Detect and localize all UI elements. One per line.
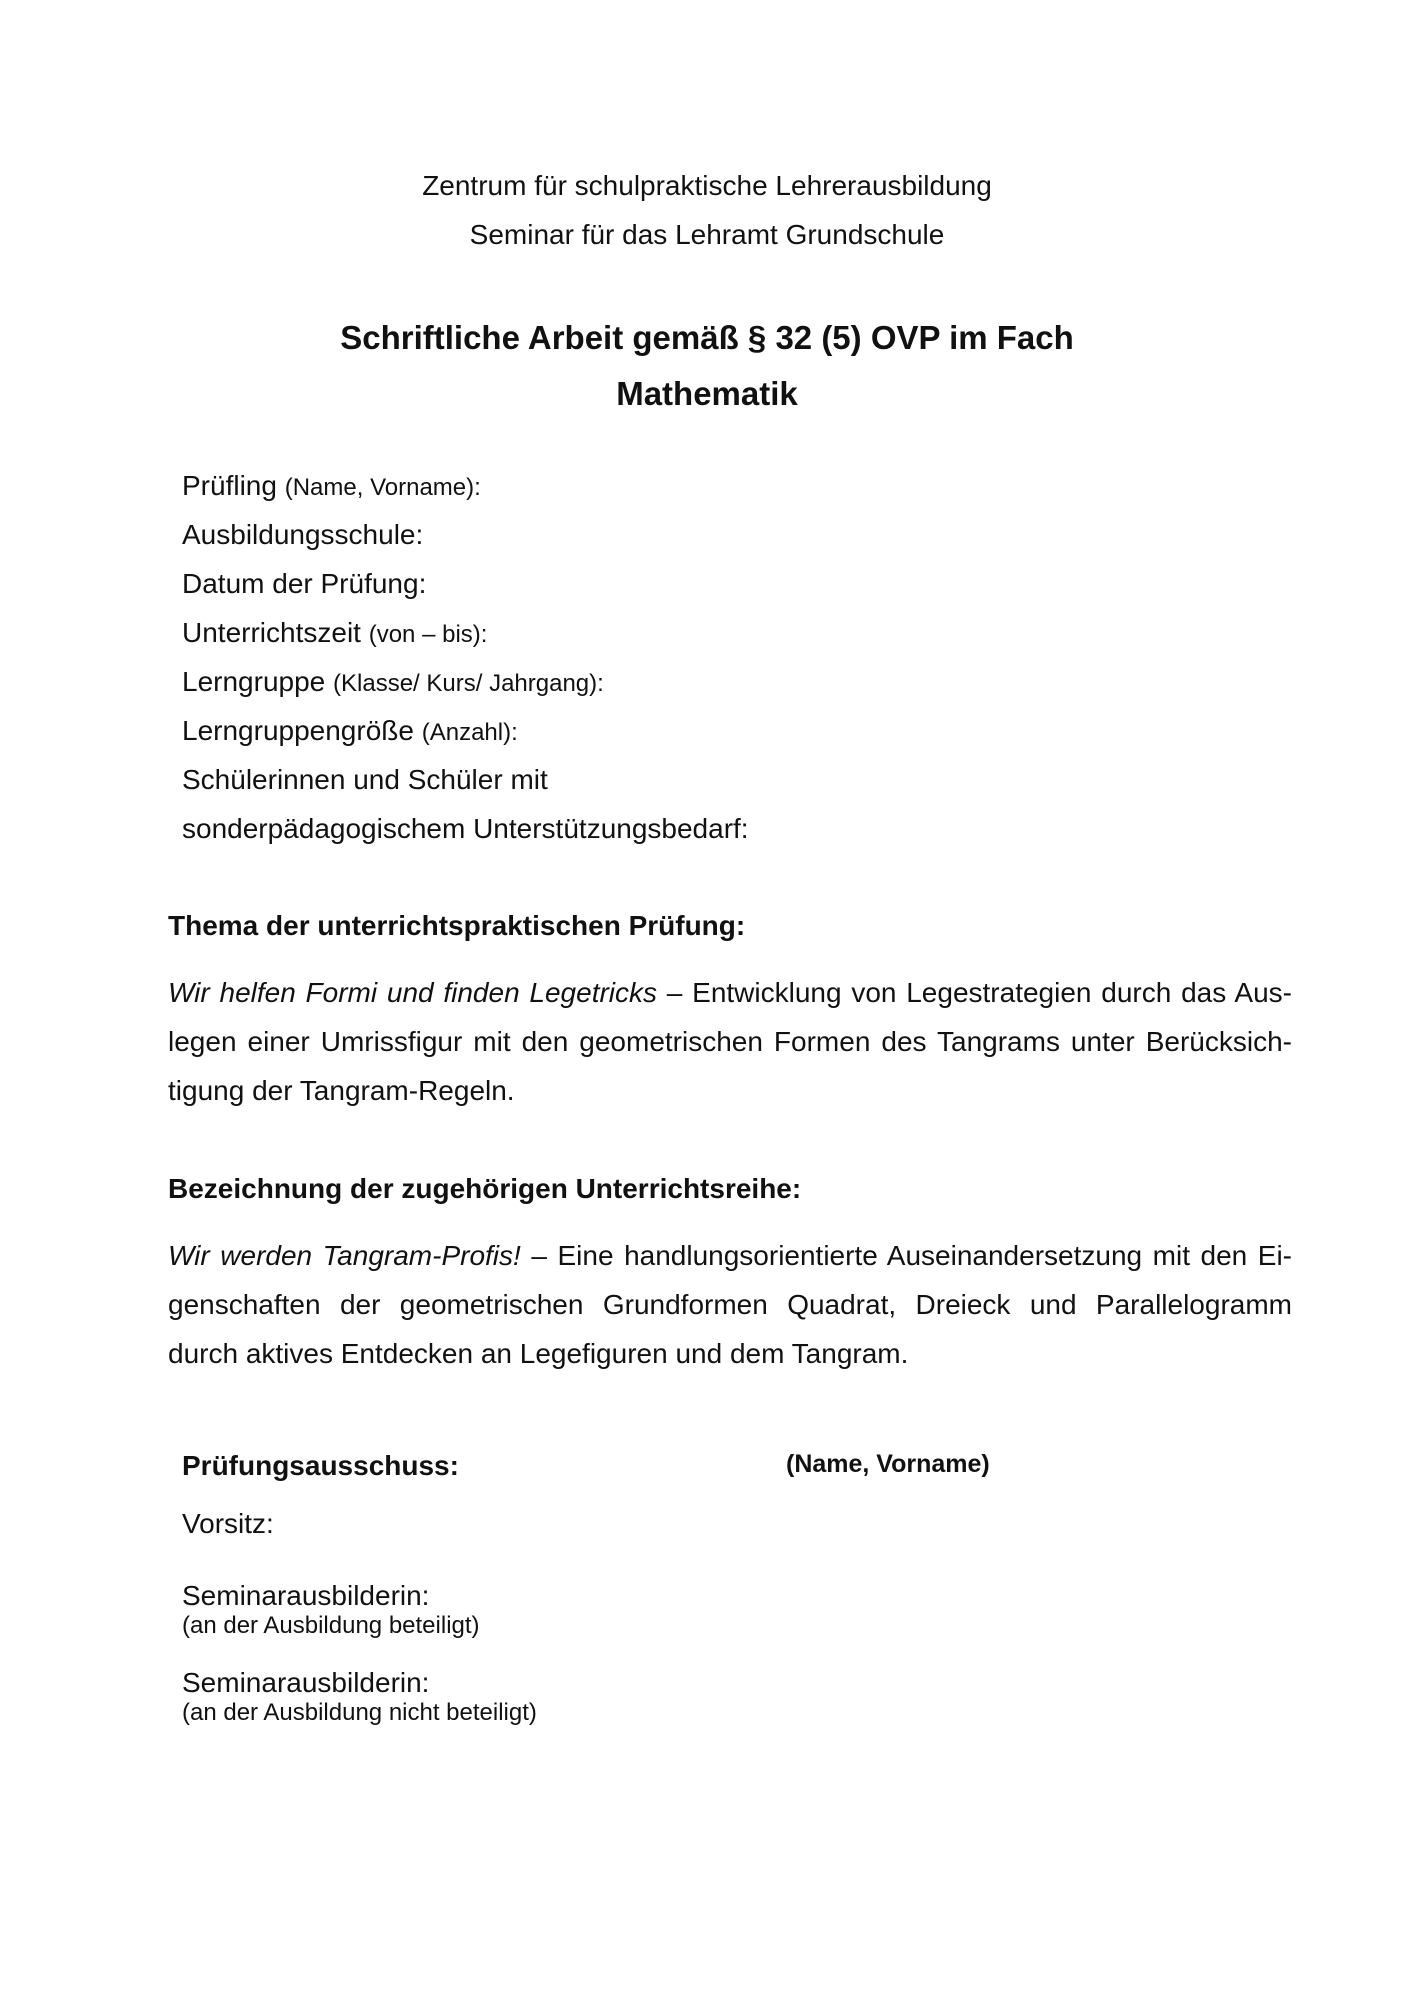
topic-text: – Entwicklung von Legestrategien durch das Aus-	[657, 977, 1293, 1008]
field-pruefling	[182, 470, 481, 502]
field-lerngruppe	[182, 666, 604, 698]
member-seminarausbilderin-2: Seminarausbilderin:	[182, 1667, 430, 1698]
title-line-1: Schriftliche Arbeit gemäß § 32 (5) OVP im Fach	[340, 319, 1074, 356]
field-hint: (von – bis):	[368, 621, 488, 648]
series-line-3	[168, 1329, 1292, 1378]
topic-line-2	[168, 1017, 1292, 1066]
field-sus-line-1	[182, 764, 548, 796]
title-line-2: Mathematik	[616, 375, 798, 412]
field-ausbildungsschule	[182, 519, 423, 551]
field-label: Lerngruppe	[182, 666, 326, 697]
topic-paragraph	[168, 968, 1292, 1115]
field-label: Schülerinnen und Schüler mit	[182, 764, 548, 795]
field-datum	[182, 568, 426, 600]
field-label: sonderpädagogischem Unterstützungsbedarf:	[182, 813, 749, 844]
field-lerngruppengroesse	[182, 715, 518, 747]
topic-line-3	[168, 1066, 1292, 1115]
member-note-1: (an der Ausbildung beteiligt)	[182, 1612, 480, 1639]
topic-text: legen einer Umrissfigur mit den geometrischen Formen des Tangrams unter Berücksich-	[168, 1026, 1292, 1057]
member-seminarausbilderin-1: Seminarausbilderin:	[182, 1580, 430, 1611]
member-vorsitz: Vorsitz:	[182, 1508, 274, 1539]
field-hint: (Klasse/ Kurs/ Jahrgang):	[333, 670, 604, 697]
series-paragraph	[168, 1231, 1292, 1378]
topic-line-1	[168, 968, 1292, 1017]
topic-heading: Thema der unterrichtspraktischen Prüfung:	[168, 910, 746, 941]
field-sus-line-2	[182, 813, 749, 845]
series-text: genschaften der geometrischen Grundformen Quadrat, Dreieck und Parallelogramm	[168, 1289, 1292, 1320]
org-line-1: Zentrum für schulpraktische Lehrerausbildung	[422, 170, 992, 201]
series-line-2	[168, 1280, 1292, 1329]
series-heading: Bezeichnung der zugehörigen Unterrichtsreihe:	[168, 1173, 802, 1204]
field-label: Lerngruppengröße	[182, 715, 414, 746]
field-label: Unterrichtszeit	[182, 617, 361, 648]
org-line-2: Seminar für das Lehramt Grundschule	[469, 219, 945, 250]
series-text: durch aktives Entdecken an Legefiguren und dem Tangram.	[168, 1338, 909, 1369]
field-hint: (Name, Vorname):	[284, 474, 481, 501]
series-text: – Eine handlungsorientierte Auseinandersetzung mit den Ei-	[520, 1240, 1293, 1271]
member-note-2: (an der Ausbildung nicht beteiligt)	[182, 1699, 537, 1726]
committee-heading: Prüfungsausschuss:	[182, 1450, 459, 1481]
field-unterrichtszeit	[182, 617, 487, 649]
committee-name-heading: (Name, Vorname)	[786, 1450, 990, 1478]
field-label: Prüfling	[182, 470, 277, 501]
series-line-1	[168, 1231, 1292, 1280]
topic-text: tigung der Tangram-Regeln.	[168, 1075, 515, 1106]
field-label: Datum der Prüfung:	[182, 568, 427, 599]
field-hint: (Anzahl):	[421, 719, 518, 746]
field-label: Ausbildungsschule:	[182, 519, 424, 550]
series-italic: Wir werden Tangram-Profis!	[168, 1240, 521, 1271]
topic-italic: Wir helfen Formi und finden Legetricks	[168, 977, 658, 1008]
